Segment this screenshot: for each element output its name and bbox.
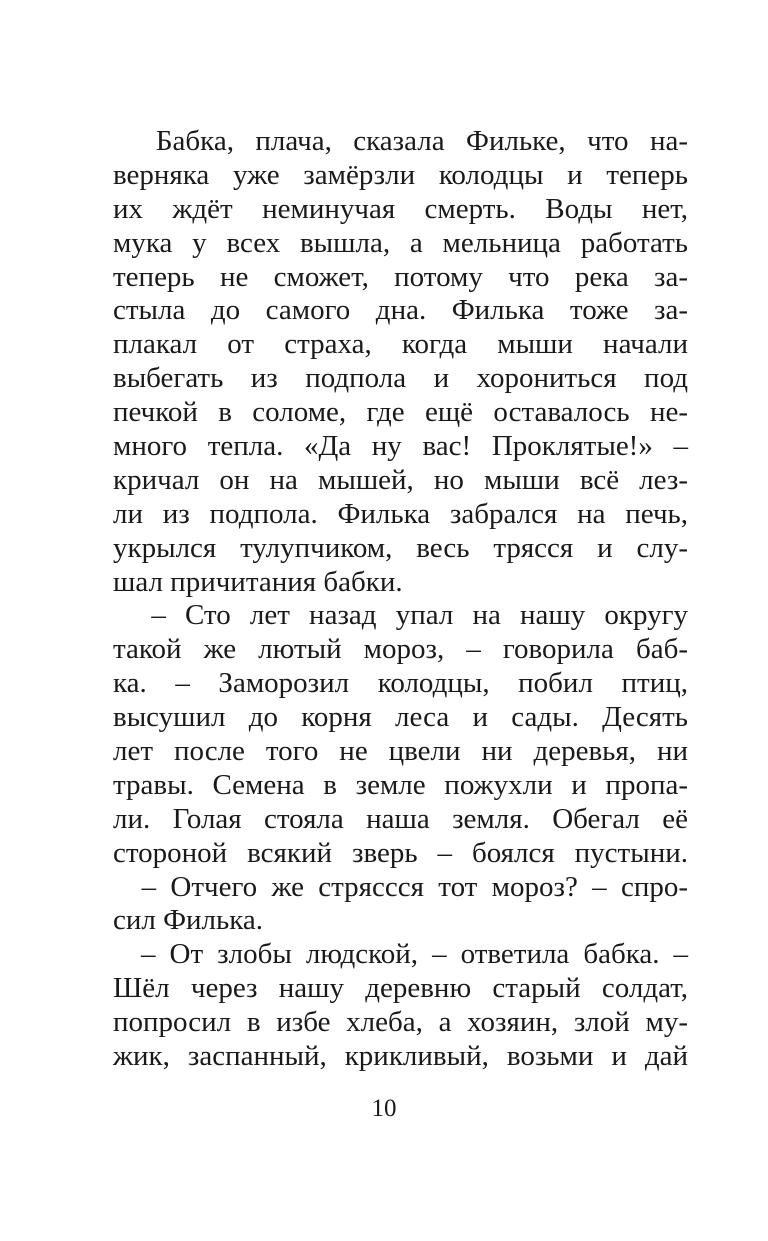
text-line: их ждёт неминучая смерть. Воды нет, [113, 192, 688, 225]
text-line: стороной всякий зверь – боялся пустыни. [113, 836, 688, 869]
text-line: плакал от страха, когда мыши начали [113, 328, 688, 361]
text-line: – Сто лет назад упал на нашу округу [113, 599, 688, 632]
text-line: – Отчего же стряссся тот мороз? – спро- [113, 870, 688, 903]
text-line: попросил в избе хлеба, а хозяин, злой му- [113, 1006, 688, 1039]
text-line: мука у всех вышла, а мельница работать [113, 226, 688, 259]
text-line: травы. Семена в земле пожухли и пропа- [113, 768, 688, 801]
page-number: 10 [371, 1095, 397, 1122]
text-line: теперь не сможет, потому что река за- [113, 260, 688, 293]
text-line: лет после того не цвели ни деревья, ни [113, 735, 688, 768]
text-line: печкой в соломе, где ещё оставалось не- [113, 396, 688, 429]
text-line: кричал он на мышей, но мыши всё лез- [113, 463, 688, 496]
text-line: Шёл через нашу деревню старый солдат, [113, 972, 688, 1005]
text-line: стыла до самого дна. Филька тоже за- [113, 294, 688, 327]
text-line: жик, заспанный, крикливый, возьми и дай [113, 1040, 688, 1073]
text-line: сил Филька. [113, 904, 264, 937]
text-line: такой же лютый мороз, – говорила баб- [113, 633, 688, 666]
text-line: ка. – Заморозил колодцы, побил птиц, [113, 667, 688, 700]
text-line: ли. Голая стояла наша земля. Обегал её [113, 802, 688, 835]
text-line: выбегать из подпола и хорониться под [113, 362, 688, 395]
text-line: Бабка, плача, сказала Фильке, что на- [113, 125, 688, 157]
text-line: верняка уже замёрзли колодцы и теперь [113, 158, 688, 191]
text-line: ли из подпола. Филька забрался на печь, [113, 497, 688, 530]
text-line: шал причитания бабки. [113, 565, 403, 598]
text-line: – От злобы людской, – ответила бабка. – [113, 938, 688, 971]
text-line: высушил до корня леса и сады. Десять [113, 701, 688, 734]
body-text [113, 125, 688, 1074]
text-line: много тепла. «Да ну вас! Проклятые!» – [113, 430, 688, 463]
text-line: укрылся тулупчиком, весь трясся и слу- [113, 531, 688, 564]
